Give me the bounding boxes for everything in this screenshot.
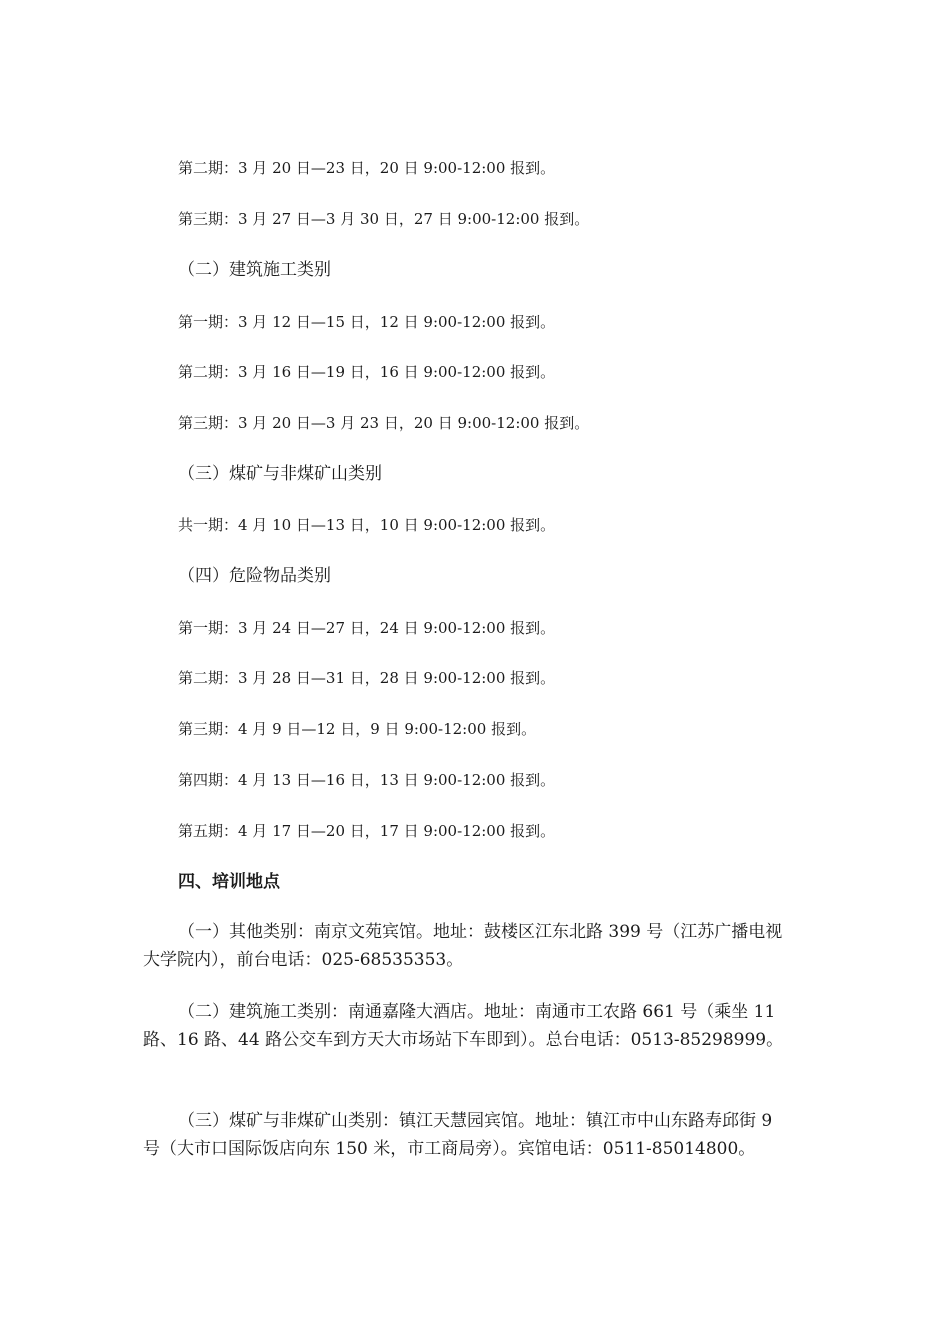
location-construction-paragraph: （二）建筑施工类别：南通嘉隆大酒店。地址：南通市工农路 661 号（乘坐 11 路、16 路、44 路公交车到方天大市场站下车即到）。总台电话：0513-85298999。	[143, 1002, 784, 1050]
hazardous-period-3: 第三期：4 月 9 日—12 日，9 日 9:00-12:00 报到。	[178, 720, 537, 738]
other-period-3: 第三期：3 月 27 日—3 月 30 日，27 日 9:00-12:00 报到。	[178, 210, 590, 228]
hazardous-period-1: 第一期：3 月 24 日—27 日，24 日 9:00-12:00 报到。	[178, 619, 556, 637]
construction-period-1: 第一期：3 月 12 日—15 日，12 日 9:00-12:00 报到。	[178, 313, 556, 331]
hazardous-period-2: 第二期：3 月 28 日—31 日，28 日 9:00-12:00 报到。	[178, 669, 556, 687]
mining-section-title: （三）煤矿与非煤矿山类别	[178, 464, 382, 484]
other-period-2: 第二期：3 月 20 日—23 日，20 日 9:00-12:00 报到。	[178, 159, 556, 177]
construction-period-2: 第二期：3 月 16 日—19 日，16 日 9:00-12:00 报到。	[178, 363, 556, 381]
hazardous-section-title: （四）危险物品类别	[178, 566, 331, 586]
training-location-heading: 四、培训地点	[178, 872, 280, 892]
hazardous-period-4: 第四期：4 月 13 日—16 日，13 日 9:00-12:00 报到。	[178, 771, 556, 789]
mining-period-1: 共一期：4 月 10 日—13 日，10 日 9:00-12:00 报到。	[178, 516, 556, 534]
construction-period-3: 第三期：3 月 20 日—3 月 23 日，20 日 9:00-12:00 报到。	[178, 414, 590, 432]
location-other-paragraph: （一）其他类别：南京文苑宾馆。地址：鼓楼区江东北路 399 号（江苏广播电视大学院内），前台电话：025-68535353。	[143, 922, 783, 970]
construction-section-title: （二）建筑施工类别	[178, 260, 331, 280]
location-mining-paragraph: （三）煤矿与非煤矿山类别：镇江天慧园宾馆。地址：镇江市中山东路寿邱街 9 号（大市口国际饭店向东 150 米，市工商局旁）。宾馆电话：0511-85014800。	[143, 1111, 773, 1159]
hazardous-period-5: 第五期：4 月 17 日—20 日，17 日 9:00-12:00 报到。	[178, 822, 556, 840]
